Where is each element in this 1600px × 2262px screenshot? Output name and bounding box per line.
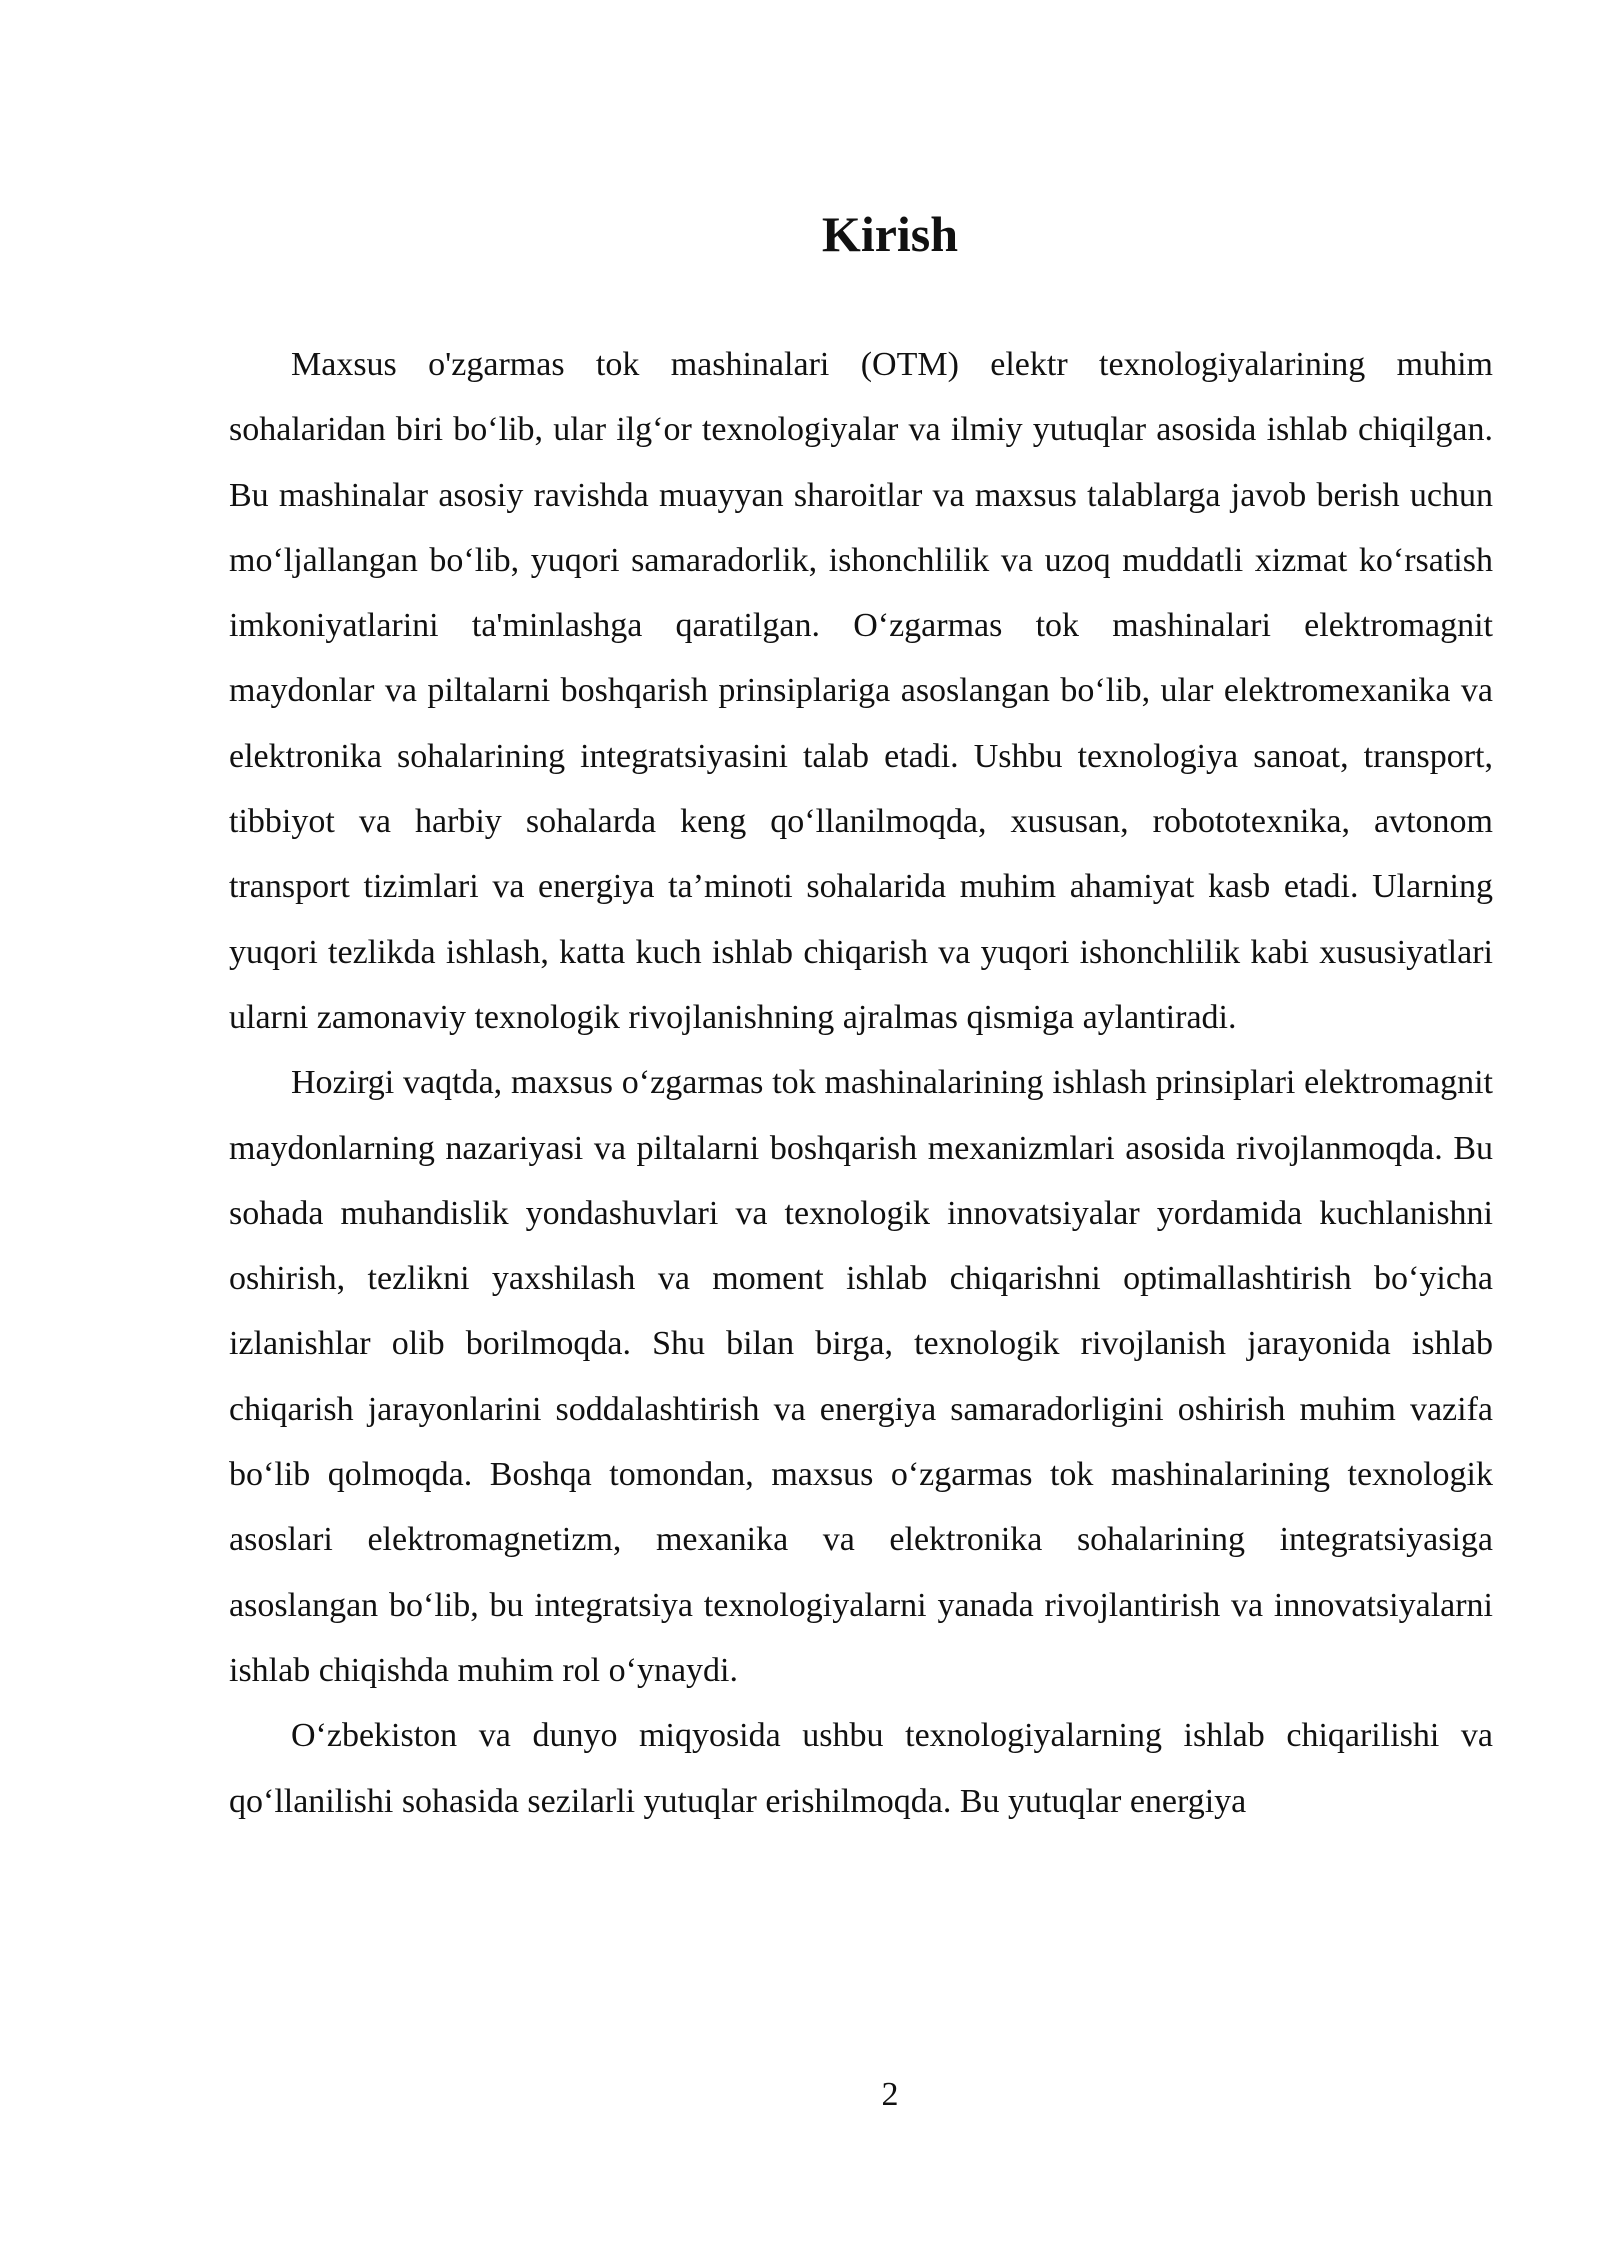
page-number: 2 [881, 2076, 899, 2113]
paragraph-3: O‘zbekiston va dunyo miqyosida ushbu texnologiyalarning ishlab chiqarilishi va qo‘llanilishi sohasida sezilarli yutuqlar erishilmoqda. Bu yutuqlar energiya [229, 1717, 1493, 1820]
body-text [229, 332, 1493, 1834]
page-title: Kirish [821, 206, 959, 262]
paragraph-2: Hozirgi vaqtda, maxsus o‘zgarmas tok mashinalarining ishlash prinsiplari elektromagnit maydonlarning nazariyasi va piltalarni boshqarish mexanizmlari asosida rivojlanmoqda. Bu sohada muhandislik yondashuvlari va texnologik innovatsiyalar yordamida kuchlanishni oshirish, tezlikni yaxshilash va moment ishlab chiqarishni optimallashtirish bo‘yicha izlanishlar olib borilmoqda. Shu bilan birga, texnologik rivojlanish jarayonida ishlab chiqarish jarayonlarini soddalashtirish va energiya samaradorligini oshirish muhim vazifa bo‘lib qolmoqda. Boshqa tomondan, maxsus o‘zgarmas tok mashinalarining texnologik asoslari elektromagnetizm, mexanika va elektronika sohalarining integratsiyasiga asoslangan bo‘lib, bu integratsiya texnologiyalarni yanada rivojlantirish va innovatsiyalarni ishlab chiqishda muhim rol o‘ynaydi. [229, 1064, 1493, 1689]
paragraph-1: Maxsus o'zgarmas tok mashinalari (OTM) elektr texnologiyalarining muhim sohalaridan biri bo‘lib, ular ilg‘or texnologiyalar va ilmiy yutuqlar asosida ishlab chiqilgan. Bu mashinalar asosiy ravishda muayyan sharoitlar va maxsus talablarga javob berish uchun mo‘ljallangan bo‘lib, yuqori samaradorlik, ishonchlilik va uzoq muddatli xizmat ko‘rsatish imkoniyatlarini ta'minlashga qaratilgan. O‘zgarmas tok mashinalari elektromagnit maydonlar va piltalarni boshqarish prinsiplariga asoslangan bo‘lib, ular elektromexanika va elektronika sohalarining integratsiyasini talab etadi. Ushbu texnologiya sanoat, transport, tibbiyot va harbiy sohalarda keng qo‘llanilmoqda, xususan, robototexnika, avtonom transport tizimlari va energiya ta’minoti sohalarida muhim ahamiyat kasb etadi. Ularning yuqori tezlikda ishlash, katta kuch ishlab chiqarish va yuqori ishonchlilik kabi xususiyatlari ularni zamonaviy texnologik rivojlanishning ajralmas qismiga aylantiradi. [229, 346, 1493, 1036]
